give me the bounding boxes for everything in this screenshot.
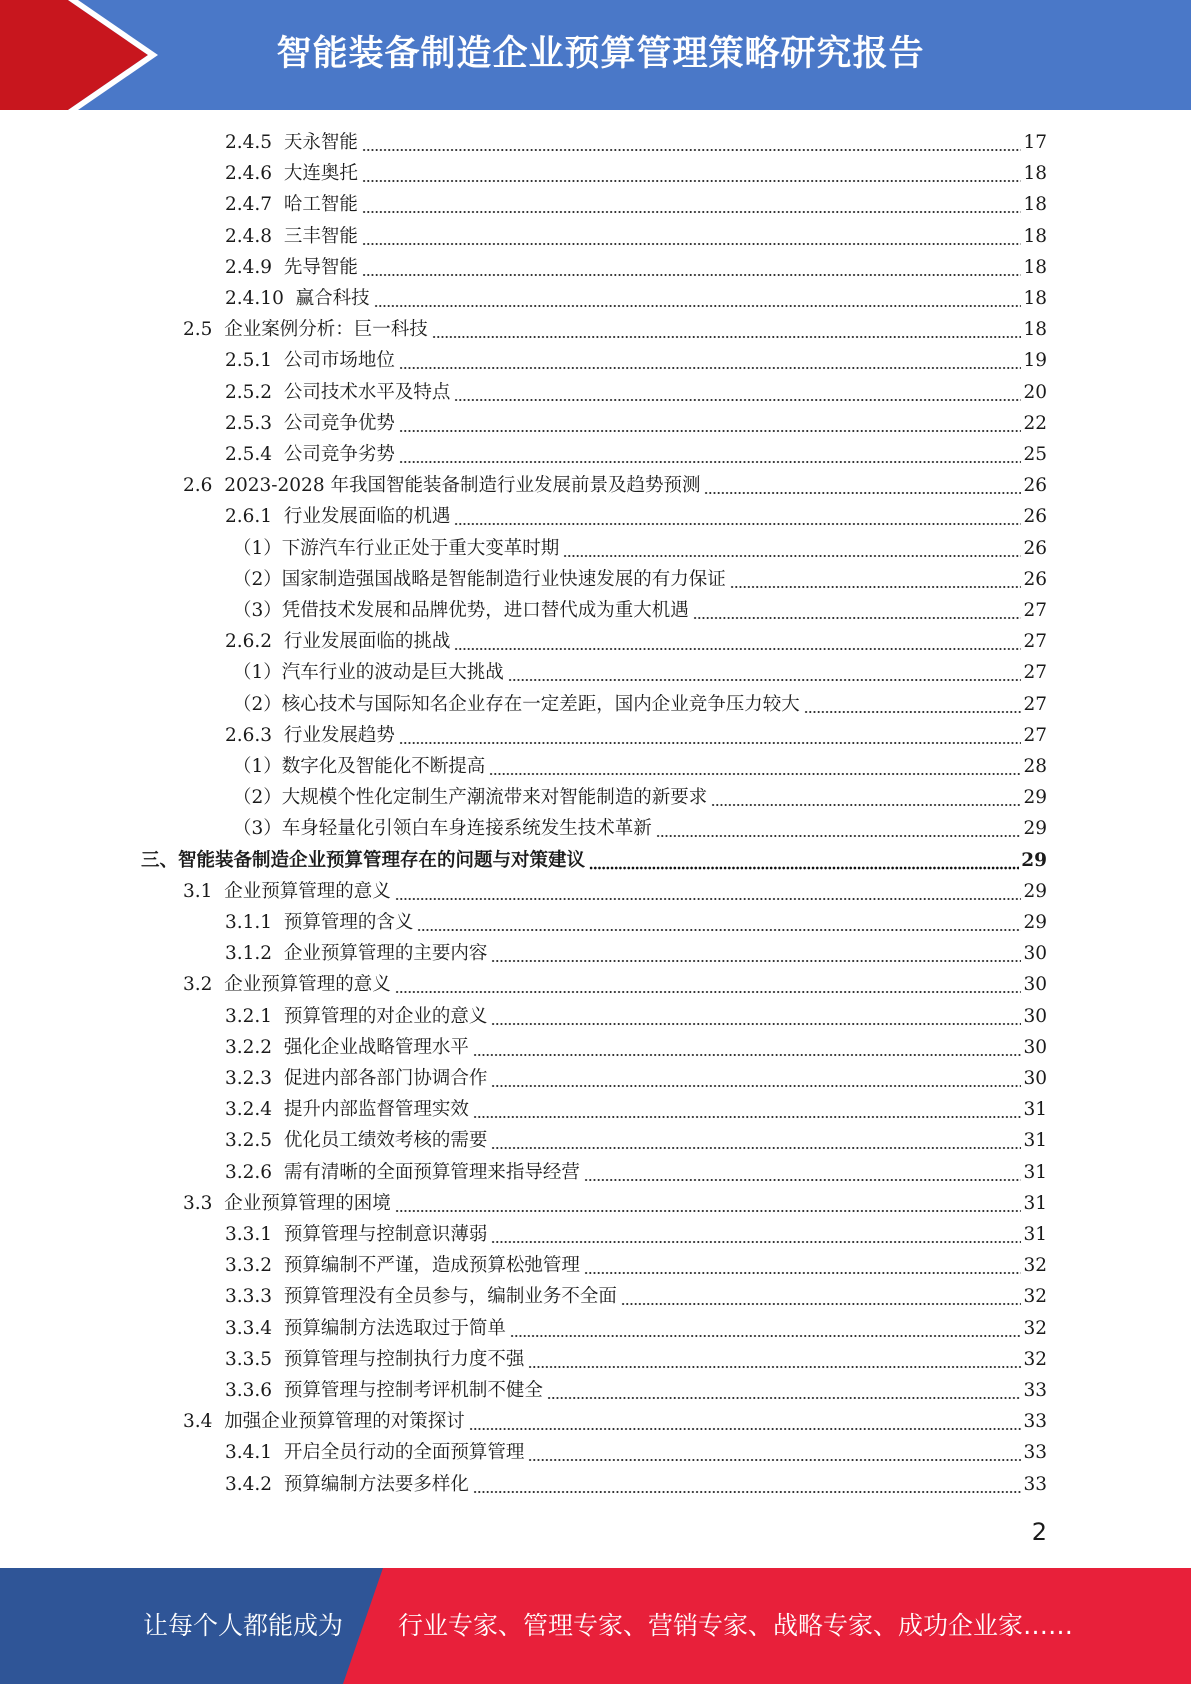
- toc-dot-leader: [473, 1094, 1022, 1125]
- toc-dot-leader: [491, 938, 1021, 969]
- toc-entry-number: （1）: [233, 756, 282, 777]
- toc-entry-number: 2.5.2: [225, 381, 273, 403]
- toc-entry-number: 3.1: [183, 880, 213, 902]
- toc-entry[interactable]: [141, 845, 1047, 876]
- toc-dot-leader: [804, 689, 1022, 720]
- toc-entry-number: 3.2.6: [225, 1161, 273, 1183]
- report-title: 智能装备制造企业预算管理策略研究报告: [276, 34, 925, 74]
- toc-dot-leader: [473, 1469, 1022, 1500]
- toc-entry-number: 2.5: [183, 319, 213, 341]
- toc-entry-page: 31: [1023, 1192, 1047, 1214]
- toc-entry-title: 预算管理的含义: [283, 912, 414, 933]
- toc-entry[interactable]: [183, 314, 1047, 345]
- toc-entry-title: 公司竞争劣势: [283, 444, 395, 465]
- toc-entry-title: 预算管理与控制意识薄弱: [283, 1224, 488, 1245]
- toc-entry[interactable]: [233, 813, 1047, 844]
- toc-entry-number: 2.4.7: [225, 194, 273, 216]
- toc-entry-page: 30: [1023, 1068, 1047, 1089]
- toc-entry-number: 3.2.1: [225, 1005, 273, 1027]
- toc-entry[interactable]: [225, 907, 1047, 938]
- toc-dot-leader: [395, 1188, 1022, 1219]
- toc-entry-number: 2.4.6: [225, 163, 273, 185]
- toc-entry-title: 公司市场地位: [283, 350, 395, 372]
- toc-entry[interactable]: [225, 1063, 1047, 1094]
- toc-dot-leader: [417, 907, 1021, 938]
- toc-entry-page: 31: [1023, 1099, 1047, 1121]
- toc-dot-leader: [491, 1219, 1021, 1250]
- toc-entry[interactable]: [183, 969, 1047, 1000]
- toc-entry-title: 预算编制不严谨，造成预算松弛管理: [283, 1255, 580, 1277]
- toc-entry-number: 2.4.8: [225, 225, 273, 247]
- toc-entry-number: 3.3.1: [225, 1224, 273, 1245]
- toc-entry-number: 3.4: [183, 1411, 213, 1433]
- toc-entry[interactable]: [225, 408, 1047, 439]
- toc-entry-number: （2）: [233, 568, 282, 590]
- toc-entry-page: 27: [1023, 724, 1047, 746]
- toc-entry-number: 2.5.4: [225, 444, 273, 465]
- toc-dot-leader: [395, 876, 1022, 907]
- toc-entry-title: 预算管理与控制执行力度不强: [283, 1348, 525, 1370]
- toc-entry-page: 29: [1023, 912, 1047, 933]
- toc-dot-leader: [704, 470, 1021, 501]
- toc-dot-leader: [693, 595, 1022, 626]
- toc-entry-title: 大规模个性化定制生产潮流带来对智能制造的新要求: [281, 787, 708, 809]
- toc-entry-title: 开启全员行动的全面预算管理: [283, 1442, 525, 1464]
- toc-entry-title: 行业发展趋势: [283, 724, 395, 746]
- toc-dot-leader: [454, 377, 1021, 408]
- toc-entry-title: 数字化及智能化不断提高: [281, 756, 486, 777]
- toc-dot-leader: [584, 1157, 1022, 1188]
- toc-entry-page: 32: [1023, 1286, 1047, 1308]
- toc-entry-page: 30: [1023, 1005, 1047, 1027]
- toc-entry[interactable]: [225, 345, 1047, 376]
- toc-entry-page: 17: [1023, 132, 1047, 153]
- toc-entry-page: 26: [1023, 506, 1047, 528]
- toc-entry[interactable]: [225, 1313, 1047, 1344]
- toc-entry-page: 30: [1023, 1036, 1047, 1058]
- toc-entry-number: 2.6.1: [225, 506, 273, 528]
- toc-entry-page: 33: [1023, 1442, 1047, 1464]
- toc-entry-number: （2）: [233, 693, 282, 715]
- toc-entry-title: 强化企业战略管理水平: [283, 1036, 469, 1058]
- toc-entry[interactable]: [225, 1375, 1047, 1406]
- toc-entry-number: 3.1.2: [225, 943, 273, 965]
- toc-entry-page: 18: [1023, 256, 1047, 278]
- toc-entry[interactable]: [225, 1219, 1047, 1250]
- toc-entry-title: 汽车行业的波动是巨大挑战: [281, 662, 504, 684]
- toc-entry-number: 3.4.2: [225, 1473, 273, 1495]
- toc-dot-leader: [454, 501, 1021, 532]
- toc-entry-number: 2.5.3: [225, 412, 273, 434]
- toc-dot-leader: [491, 1001, 1021, 1032]
- toc-entry-number: 3.3.3: [225, 1286, 273, 1308]
- toc-entry[interactable]: [233, 751, 1047, 782]
- toc-entry-title: 预算编制方法要多样化: [283, 1473, 469, 1495]
- toc-dot-leader: [528, 1344, 1021, 1375]
- toc-entry-number: 3.1.1: [225, 912, 273, 933]
- toc-entry[interactable]: [225, 439, 1047, 470]
- toc-entry-page: 27: [1023, 600, 1047, 621]
- toc-dot-leader: [362, 252, 1022, 283]
- toc-dot-leader: [508, 657, 1022, 688]
- toc-entry-page: 32: [1023, 1317, 1047, 1339]
- toc-entry[interactable]: [225, 626, 1047, 657]
- toc-entry-page: 20: [1023, 381, 1047, 403]
- toc-entry-title: 下游汽车行业正处于重大变革时期: [281, 537, 560, 559]
- toc-entry-page: 27: [1023, 631, 1047, 653]
- toc-entry-title: 核心技术与国际知名企业存在一定差距，国内企业竞争压力较大: [281, 693, 800, 715]
- toc-entry-number: （3）: [233, 600, 282, 621]
- toc-entry-page: 32: [1023, 1255, 1047, 1277]
- toc-entry-title: 行业发展面临的机遇: [283, 506, 451, 528]
- toc-dot-leader: [399, 408, 1022, 439]
- page-header: [0, 0, 1191, 110]
- toc-entry-number: 2.4.10: [225, 288, 284, 309]
- toc-entry[interactable]: [233, 657, 1047, 688]
- toc-entry-title: 公司技术水平及特点: [283, 381, 451, 403]
- toc-entry[interactable]: [225, 1469, 1047, 1500]
- toc-entry-number: 2.5.1: [225, 350, 273, 372]
- toc-entry[interactable]: [225, 221, 1047, 252]
- toc-entry[interactable]: [183, 470, 1047, 501]
- toc-dot-leader: [362, 127, 1022, 158]
- toc-entry-page: 33: [1023, 1380, 1047, 1401]
- toc-entry-number: 3.3.2: [225, 1255, 273, 1277]
- toc-entry-page: 22: [1023, 412, 1047, 434]
- toc-entry-page: 33: [1023, 1473, 1047, 1495]
- toc-entry-number: （1）: [233, 537, 282, 559]
- page-footer: [0, 1568, 1191, 1684]
- footer-slogan-right: 行业专家、管理专家、营销专家、战略专家、成功企业家……: [398, 1611, 1074, 1640]
- toc-entry-page: 27: [1023, 662, 1047, 684]
- toc-dot-leader: [584, 1250, 1022, 1281]
- toc-entry-number: 2.4.9: [225, 256, 273, 278]
- toc-dot-leader: [454, 626, 1021, 657]
- toc-entry-page: 26: [1023, 475, 1047, 497]
- toc-entry-number: （3）: [233, 818, 282, 840]
- toc-entry-number: 3.3.6: [225, 1380, 273, 1401]
- toc-entry-title: 大连奥托: [283, 163, 358, 185]
- toc-entry-title: 预算编制方法选取过于简单: [283, 1317, 506, 1339]
- toc-dot-leader: [711, 782, 1021, 813]
- toc-dot-leader: [374, 283, 1022, 314]
- toc-entry-number: 3.4.1: [225, 1442, 273, 1464]
- toc-dot-leader: [362, 158, 1022, 189]
- toc-entry-title: 预算管理与控制考评机制不健全: [283, 1380, 543, 1401]
- toc-entry-title: 三丰智能: [283, 225, 358, 247]
- toc-entry-page: 25: [1023, 444, 1047, 465]
- toc-entry-title: 企业预算管理的意义: [224, 880, 391, 902]
- toc-entry-number: 3.3.5: [225, 1348, 273, 1370]
- toc-entry[interactable]: [225, 1001, 1047, 1032]
- toc-entry[interactable]: [233, 782, 1047, 813]
- toc-entry-number: 3.3.4: [225, 1317, 273, 1339]
- toc-dot-leader: [489, 751, 1021, 782]
- toc-entry-title: 提升内部监督管理实效: [283, 1099, 469, 1121]
- toc-entry-title: 企业预算管理的主要内容: [283, 943, 488, 965]
- toc-dot-leader: [473, 1032, 1022, 1063]
- footer-slogan-left: 让每个人都能成为: [143, 1611, 344, 1640]
- toc-entry[interactable]: [225, 377, 1047, 408]
- toc-entry[interactable]: [183, 1406, 1047, 1437]
- toc-dot-leader: [399, 720, 1022, 751]
- toc-entry-page: 26: [1023, 537, 1047, 559]
- toc-entry-page: 30: [1023, 943, 1047, 965]
- toc-entry-title: 预算管理没有全员参与，编制业务不全面: [283, 1286, 617, 1308]
- toc-entry[interactable]: [183, 876, 1047, 907]
- toc-entry-title: 赢合科技: [295, 288, 370, 309]
- toc-entry-page: 18: [1023, 194, 1047, 216]
- toc-entry-page: 29: [1023, 787, 1047, 809]
- toc-entry-title: 智能装备制造企业预算管理存在的问题与对策建议: [178, 849, 586, 871]
- toc-entry[interactable]: [225, 1344, 1047, 1375]
- toc-entry[interactable]: [225, 1250, 1047, 1281]
- toc-dot-leader: [362, 189, 1022, 220]
- toc-entry[interactable]: [233, 595, 1047, 626]
- toc-entry-title: 企业预算管理的困境: [224, 1192, 391, 1214]
- toc-dot-leader: [528, 1437, 1021, 1468]
- toc-entry-number: 2.6: [183, 475, 213, 497]
- toc-entry-number: 3.2.2: [225, 1036, 273, 1058]
- toc-entry-number: 3.2: [183, 974, 213, 996]
- toc-entry-title: 加强企业预算管理的对策探讨: [224, 1411, 465, 1433]
- toc-dot-leader: [491, 1063, 1021, 1094]
- toc-entry[interactable]: [225, 283, 1047, 314]
- toc-entry[interactable]: [233, 533, 1047, 564]
- toc-entry[interactable]: [225, 1032, 1047, 1063]
- toc-entry-title: 车身轻量化引领白车身连接系统发生技术革新: [281, 818, 652, 840]
- toc-entry[interactable]: [225, 1157, 1047, 1188]
- toc-entry-title: 需有清晰的全面预算管理来指导经营: [283, 1161, 580, 1183]
- toc-entry-page: 31: [1023, 1130, 1047, 1152]
- toc-dot-leader: [589, 845, 1019, 876]
- toc-entry[interactable]: [225, 1437, 1047, 1468]
- toc-entry-number: 3.3: [183, 1192, 213, 1214]
- toc-entry-page: 29: [1023, 880, 1047, 902]
- toc-entry[interactable]: [225, 1094, 1047, 1125]
- toc-entry-page: 19: [1023, 350, 1047, 372]
- toc-entry-page: 27: [1023, 693, 1047, 715]
- toc-entry-title: 国家制造强国战略是智能制造行业快速发展的有力保证: [281, 568, 726, 590]
- toc-dot-leader: [547, 1375, 1022, 1406]
- toc-entry-page: 18: [1023, 288, 1047, 309]
- toc-entry-number: 2.6.2: [225, 631, 273, 653]
- toc-entry[interactable]: [225, 501, 1047, 532]
- toc-dot-leader: [656, 813, 1022, 844]
- toc-entry-page: 18: [1023, 225, 1047, 247]
- toc-entry[interactable]: [225, 720, 1047, 751]
- toc-entry[interactable]: [225, 252, 1047, 283]
- toc-entry[interactable]: [233, 689, 1047, 720]
- toc-entry[interactable]: [183, 1188, 1047, 1219]
- toc-entry[interactable]: [225, 189, 1047, 220]
- toc-entry-page: 31: [1023, 1161, 1047, 1183]
- toc-dot-leader: [395, 969, 1022, 1000]
- toc-entry-page: 31: [1023, 1224, 1047, 1245]
- toc-entry-title: 哈工智能: [283, 194, 358, 216]
- toc-entry-number: （1）: [233, 662, 282, 684]
- toc-entry-title: 2023-2028 年我国智能装备制造行业发展前景及趋势预测: [224, 475, 701, 497]
- toc-entry-title: 优化员工绩效考核的需要: [283, 1130, 488, 1152]
- toc-dot-leader: [432, 314, 1022, 345]
- toc-dot-leader: [510, 1313, 1022, 1344]
- toc-entry-page: 30: [1023, 974, 1047, 996]
- toc-dot-leader: [399, 345, 1022, 376]
- toc-entry-number: 3.2.4: [225, 1099, 273, 1121]
- toc-entry-title: 先导智能: [283, 256, 358, 278]
- toc-entry-page: 28: [1023, 756, 1047, 777]
- toc-entry-number: 3.2.5: [225, 1130, 273, 1152]
- toc-entry-page: 18: [1023, 319, 1047, 341]
- toc-entry-number: 三、: [141, 849, 179, 871]
- toc-dot-leader: [563, 533, 1021, 564]
- toc-dot-leader: [469, 1406, 1022, 1437]
- toc-entry[interactable]: [225, 127, 1047, 158]
- toc-entry-number: 2.4.5: [225, 132, 273, 153]
- toc-entry-page: 26: [1023, 568, 1047, 590]
- toc-entry-number: 2.6.3: [225, 724, 273, 746]
- toc-entry-title: 企业预算管理的意义: [224, 974, 391, 996]
- toc-entry-page: 33: [1023, 1411, 1047, 1433]
- toc-dot-leader: [362, 221, 1022, 252]
- toc-entry[interactable]: [233, 564, 1047, 595]
- toc-entry-title: 企业案例分析：巨一科技: [224, 319, 428, 341]
- toc-entry-title: 预算管理的对企业的意义: [283, 1005, 488, 1027]
- toc-entry-title: 行业发展面临的挑战: [283, 631, 451, 653]
- toc-dot-leader: [621, 1281, 1022, 1312]
- toc-entry-page: 32: [1023, 1348, 1047, 1370]
- toc-entry-title: 天永智能: [283, 132, 358, 153]
- toc-entry-page: 29: [1021, 849, 1047, 871]
- toc-entry-title: 公司竞争优势: [283, 412, 395, 434]
- toc-entry[interactable]: [225, 1125, 1047, 1156]
- toc-entry[interactable]: [225, 1281, 1047, 1312]
- toc-entry[interactable]: [225, 158, 1047, 189]
- toc-dot-leader: [491, 1125, 1021, 1156]
- toc-dot-leader: [399, 439, 1022, 470]
- toc-dot-leader: [730, 564, 1022, 595]
- toc-entry-page: 18: [1023, 163, 1047, 185]
- toc-entry-number: （2）: [233, 787, 282, 809]
- toc-entry-number: 3.2.3: [225, 1068, 273, 1089]
- page-number: 2: [1031, 1518, 1047, 1546]
- toc-entry-title: 促进内部各部门协调合作: [283, 1068, 488, 1089]
- toc-entry[interactable]: [225, 938, 1047, 969]
- toc-entry-title: 凭借技术发展和品牌优势，进口替代成为重大机遇: [281, 600, 689, 621]
- toc-entry-page: 29: [1023, 818, 1047, 840]
